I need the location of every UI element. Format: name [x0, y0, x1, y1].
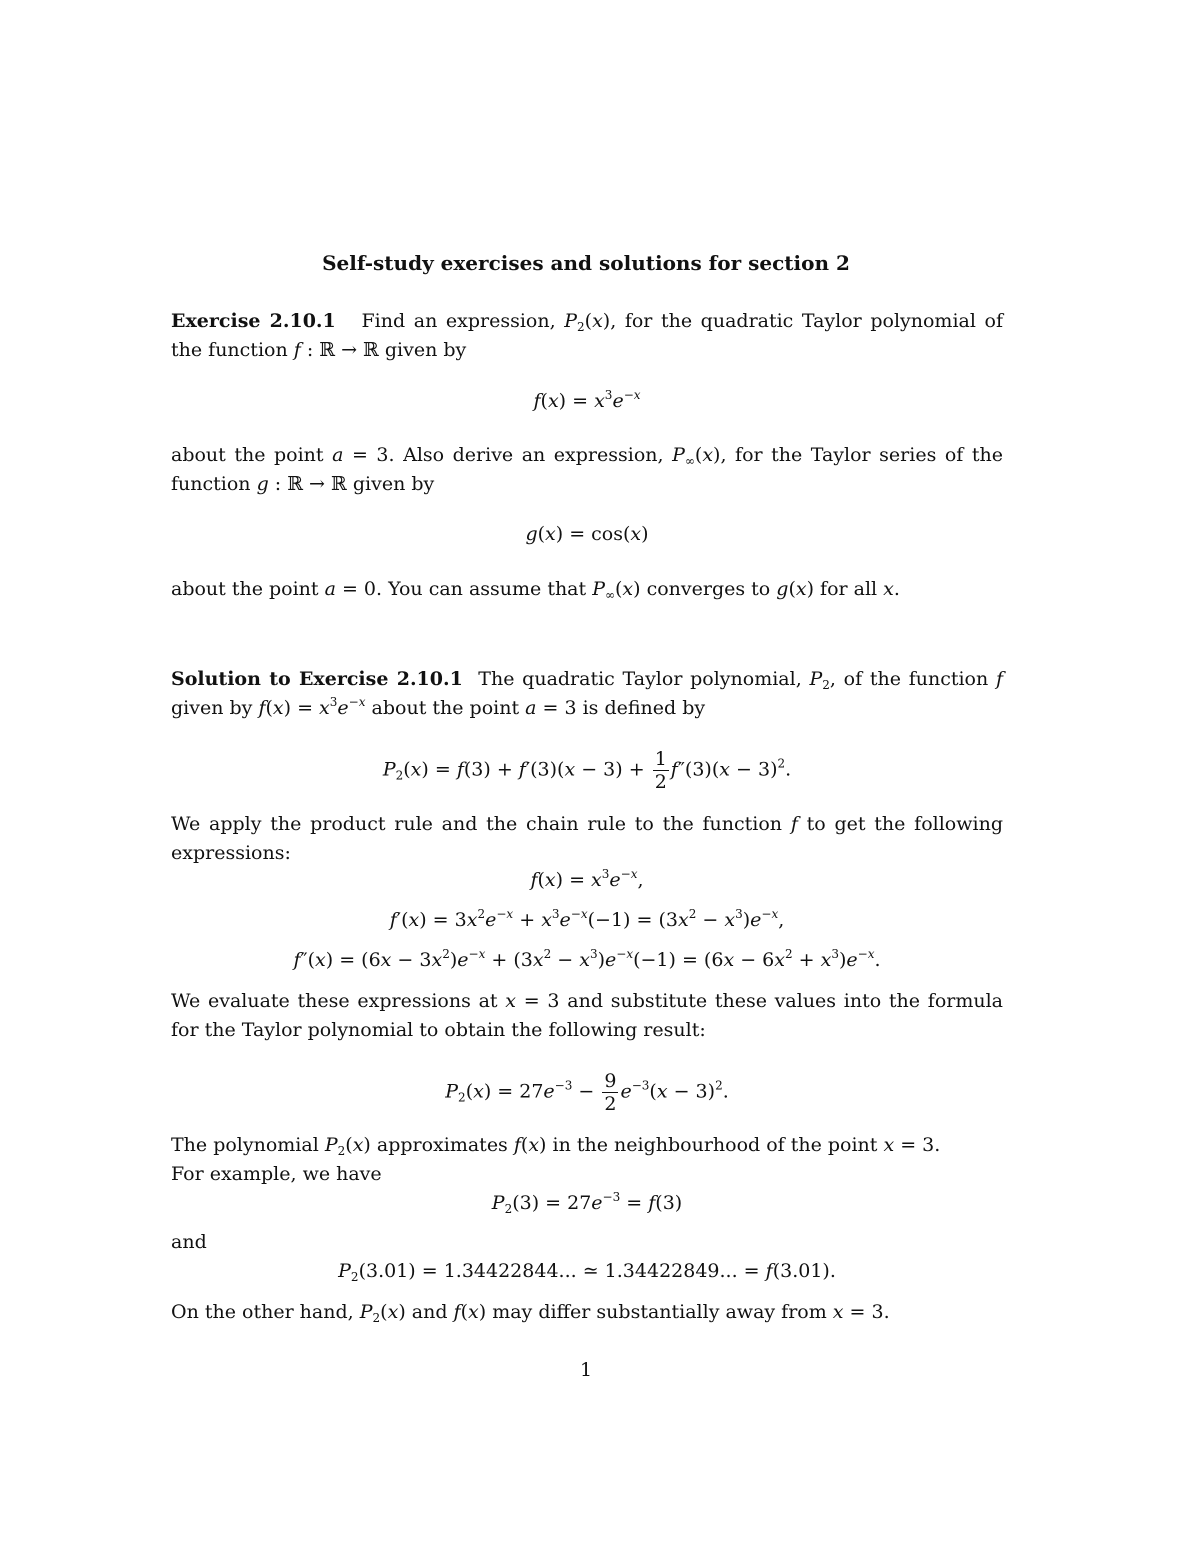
exercise-label: Exercise 2.10.1 [171, 310, 336, 332]
solution-label: Solution to Exercise 2.10.1 [171, 668, 463, 690]
equation-p2-result: $P_2(x) = 27e^{-3}$ − $\frac{9}{2}$ $e^{-3}(x - 3)^2$. [445, 1070, 729, 1115]
equation-taylor-p2-definition: $P_2(x) = f(3) + f'(3)(x - 3)$ + $\frac{1}{2}$ $f''(3)(x - 3)^2$. [382, 748, 792, 793]
exercise-paragraph-2: about the point a = 3. Also derive an expression, $P_\infty(x)$, for the Taylor series of the function g : ℝ → ℝ given by [171, 444, 1003, 495]
equation-f-double-prime: $f''(x) = (6x - 3x^2)e^{-x} + (3x^2 - x^3)e^{-x}(-1) = (6x - 6x^2 + x^3)e^{-x}$. [293, 947, 881, 971]
equation-f: $f(x) = x^3e^{-x}$, [530, 867, 644, 891]
equation-f-prime: $f'(x) = 3x^2e^{-x} + x^3e^{-x}(-1) = (3x^2 - x^3)e^{-x}$, [389, 907, 785, 931]
equation-g-definition: g(x) = cos(x) [525, 523, 649, 545]
solution-and: and [171, 1231, 207, 1253]
solution-paragraph-1: Solution to Exercise 2.10.1 The quadratic Taylor polynomial, $P_2$, of the function f given by $f(x) = x^3e^{-x}$ about the point a = 3 is defined by [171, 668, 1003, 719]
exercise-paragraph-1: Exercise 2.10.1 Find an expression, $P_2(x)$, for the quadratic Taylor polynomial of the function f : ℝ → ℝ given by [171, 310, 1003, 361]
exercise-paragraph-3: about the point a = 0. You can assume that $P_\infty(x)$ converges to g(x) for all x. [171, 578, 900, 602]
equation-p2-approx: $P_2(3.01) = 1.34422844$... ≃ 1.34422849... = f(3.01). [338, 1260, 836, 1284]
equation-p2-at-3: $P_2(3) = 27e^{-3} = f(3)$ [491, 1190, 683, 1216]
solution-paragraph-3: We evaluate these expressions at x = 3 and substitute these values into the formula for the Taylor polynomial to obtain the following result: [171, 990, 1003, 1041]
page-title: Self-study exercises and solutions for section 2 [322, 251, 850, 275]
page-number: 1 [579, 1359, 593, 1381]
solution-paragraph-2: We apply the product rule and the chain rule to the function f to get the following expressions: [171, 813, 1003, 864]
solution-paragraph-4: The polynomial $P_2(x)$ approximates f(x) in the neighbourhood of the point x = 3. For example, we have [171, 1134, 941, 1185]
equation-f-definition: $f(x) = x^3e^{-x}$ [533, 388, 641, 412]
solution-paragraph-6: On the other hand, $P_2(x)$ and f(x) may differ substantially away from x = 3. [171, 1301, 890, 1325]
